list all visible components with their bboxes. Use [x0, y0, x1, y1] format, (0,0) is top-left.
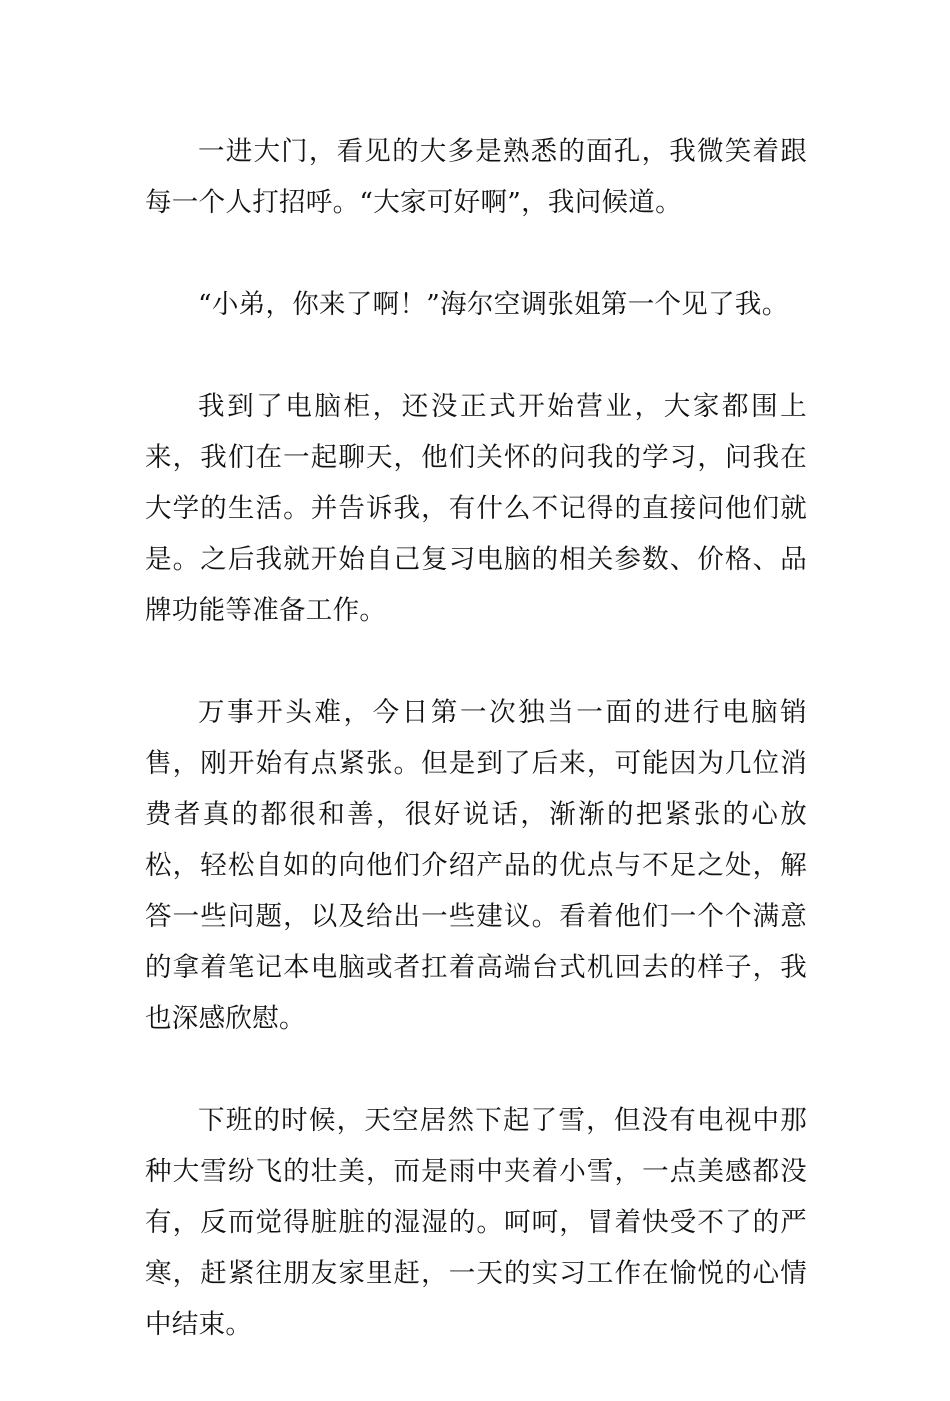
paragraph-end-of-day: 下班的时候，天空居然下起了雪，但没有电视中那种大雪纷飞的壮美，而是雨中夹着小雪，一点美感都没有，反而觉得脏脏的湿湿的。呵呵，冒着快受不了的严寒，赶紧往朋友家里赶，一天的实习工作在愉悦的心情中结束。	[145, 1105, 807, 1340]
paragraph-first-sales: 万事开头难，今日第一次独当一面的进行电脑销售，刚开始有点紧张。但是到了后来，可能因为几位消费者真的都很和善，很好说话，渐渐的把紧张的心放松，轻松自如的向他们介绍产品的优点与不足之处，解答一些问题，以及给出一些建议。看着他们一个个满意的拿着笔记本电脑或者扛着高端台式机回去的样子，我也深感欣慰。	[145, 697, 807, 1034]
paragraph-greeting: “小弟，你来了啊！”海尔空调张姐第一个见了我。	[198, 289, 789, 320]
paragraph-computer-counter: 我到了电脑柜，还没正式开始营业，大家都围上来，我们在一起聊天，他们关怀的问我的学习，问我在大学的生活。并告诉我，有什么不记得的直接问他们就是。之后我就开始自己复习电脑的相关参数、价格、品牌功能等准备工作。	[145, 391, 807, 626]
document-body	[145, 126, 807, 1401]
paragraph-arrival: 一进大门，看见的大多是熟悉的面孔，我微笑着跟每一个人打招呼。“大家可好啊”，我问候道。	[145, 136, 807, 218]
